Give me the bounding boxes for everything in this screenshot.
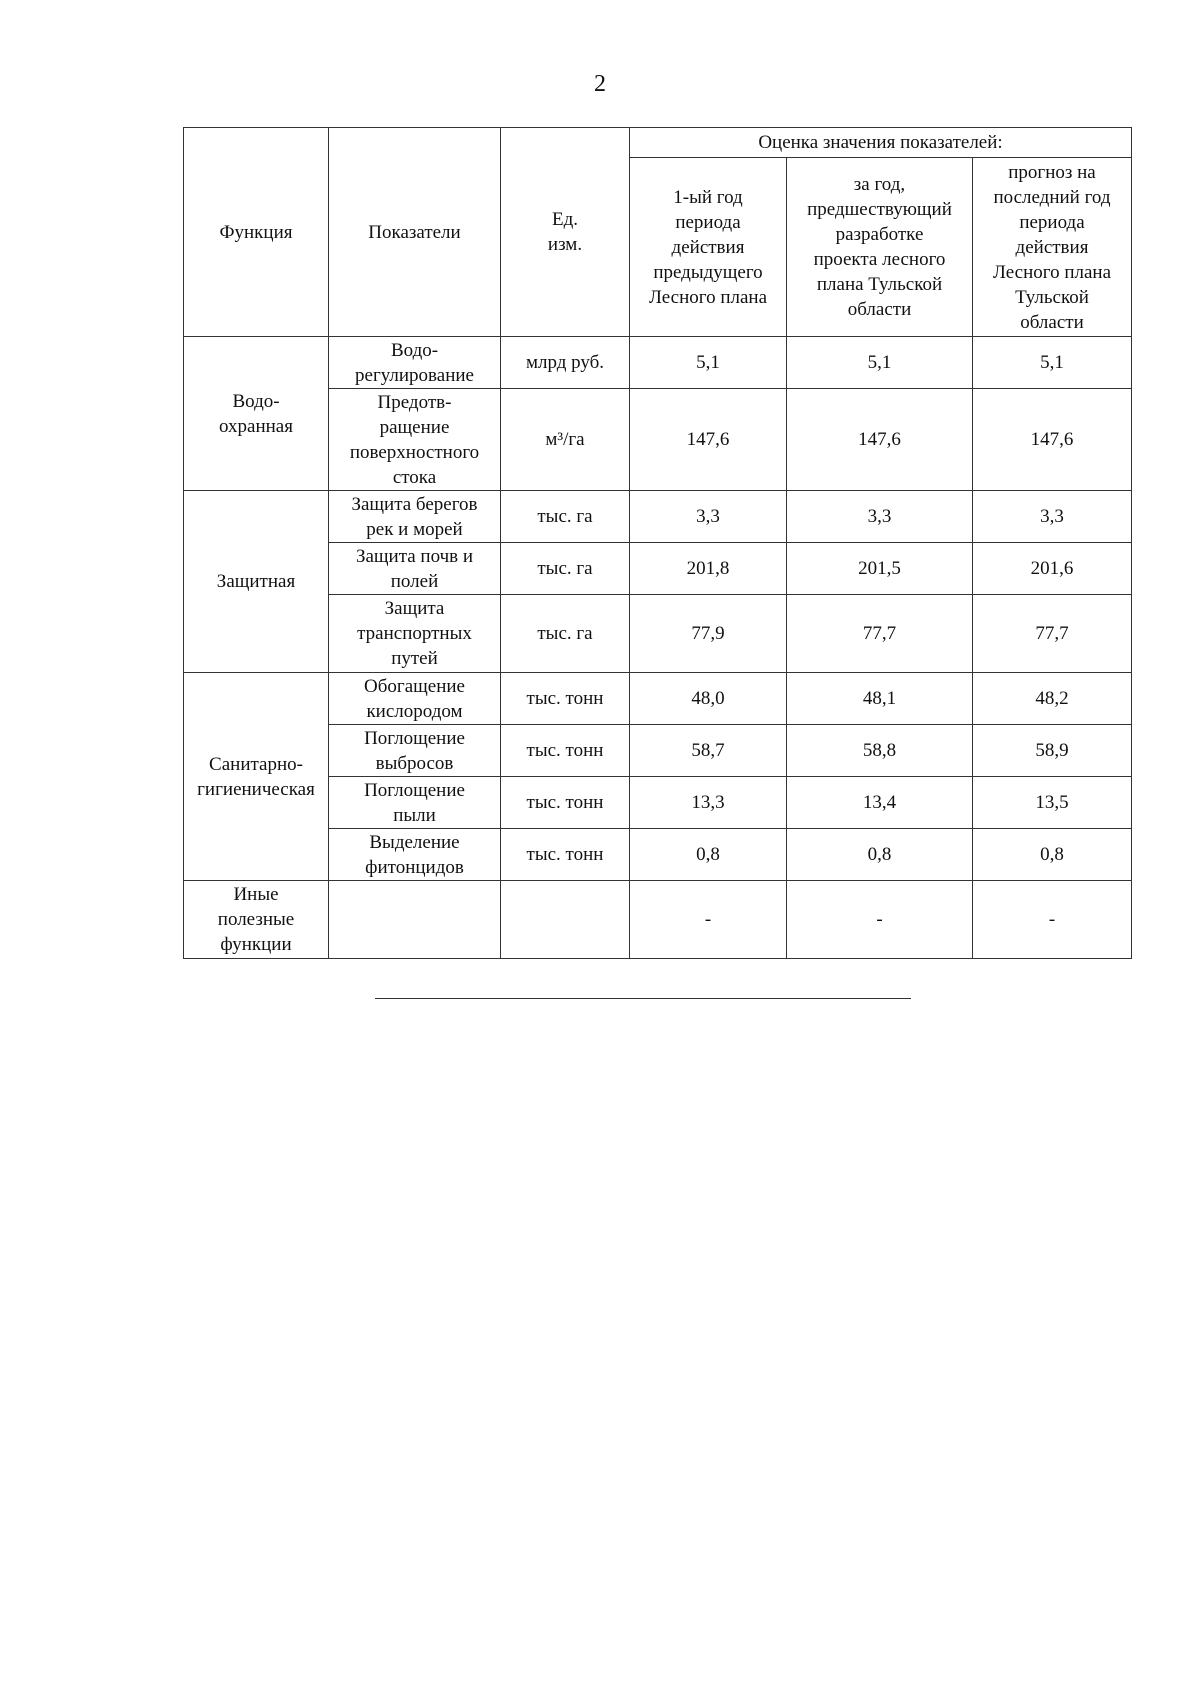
indicator-cell: Защита берегов рек и морей xyxy=(329,491,501,543)
value-cell: 5,1 xyxy=(973,337,1132,389)
closing-rule xyxy=(375,998,911,999)
header-estimate-group: Оценка значения показателей: xyxy=(630,128,1132,158)
value-cell: 201,8 xyxy=(630,543,787,595)
value-cell: 13,5 xyxy=(973,777,1132,829)
value-cell: 5,1 xyxy=(630,337,787,389)
value-cell: 58,8 xyxy=(787,725,973,777)
indicator-cell: Поглощение пыли xyxy=(329,777,501,829)
unit-cell: тыс. га xyxy=(501,595,630,673)
value-cell: 5,1 xyxy=(787,337,973,389)
function-cell: Водо- охранная xyxy=(184,337,329,491)
header-col3: прогноз на последний год периода действия Лесного плана Тульской области xyxy=(973,158,1132,337)
indicator-cell: Предотв- ращение поверхностного стока xyxy=(329,389,501,491)
unit-cell xyxy=(501,881,630,959)
value-cell: 48,2 xyxy=(973,673,1132,725)
value-cell: 147,6 xyxy=(630,389,787,491)
table-row xyxy=(184,491,1132,543)
unit-cell: тыс. тонн xyxy=(501,829,630,881)
indicator-cell: Защита транспортных путей xyxy=(329,595,501,673)
value-cell: 77,7 xyxy=(973,595,1132,673)
value-cell: 3,3 xyxy=(787,491,973,543)
header-indicators: Показатели xyxy=(329,128,501,337)
indicator-cell xyxy=(329,881,501,959)
value-cell: 147,6 xyxy=(787,389,973,491)
unit-cell: тыс. га xyxy=(501,543,630,595)
value-cell: 3,3 xyxy=(973,491,1132,543)
value-cell: 48,1 xyxy=(787,673,973,725)
page-number: 2 xyxy=(594,71,606,97)
indicators-table xyxy=(183,127,1132,959)
header-col1: 1-ый год периода действия предыдущего Лесного плана xyxy=(630,158,787,337)
function-cell: Санитарно- гигиеническая xyxy=(184,673,329,881)
value-cell: 3,3 xyxy=(630,491,787,543)
function-cell: Защитная xyxy=(184,491,329,673)
value-cell: 77,7 xyxy=(787,595,973,673)
indicator-cell: Защита почв и полей xyxy=(329,543,501,595)
value-cell: 147,6 xyxy=(973,389,1132,491)
indicator-cell: Выделение фитонцидов xyxy=(329,829,501,881)
value-cell: 201,5 xyxy=(787,543,973,595)
value-cell: - xyxy=(787,881,973,959)
value-cell: - xyxy=(973,881,1132,959)
value-cell: 13,4 xyxy=(787,777,973,829)
function-cell: Иные полезные функции xyxy=(184,881,329,959)
indicator-cell: Водо- регулирование xyxy=(329,337,501,389)
table-row xyxy=(184,337,1132,389)
indicator-cell: Обогащение кислородом xyxy=(329,673,501,725)
unit-cell: м³/га xyxy=(501,389,630,491)
table-row xyxy=(184,881,1132,959)
indicator-cell: Поглощение выбросов xyxy=(329,725,501,777)
unit-cell: тыс. тонн xyxy=(501,725,630,777)
header-col2: за год, предшествующий разработке проекта лесного плана Тульской области xyxy=(787,158,973,337)
value-cell: 0,8 xyxy=(787,829,973,881)
value-cell: 201,6 xyxy=(973,543,1132,595)
table-row xyxy=(184,673,1132,725)
value-cell: 0,8 xyxy=(973,829,1132,881)
unit-cell: млрд руб. xyxy=(501,337,630,389)
value-cell: 77,9 xyxy=(630,595,787,673)
value-cell: 48,0 xyxy=(630,673,787,725)
value-cell: - xyxy=(630,881,787,959)
header-row-top xyxy=(184,128,1132,158)
header-function: Функция xyxy=(184,128,329,337)
unit-cell: тыс. тонн xyxy=(501,777,630,829)
value-cell: 58,7 xyxy=(630,725,787,777)
value-cell: 0,8 xyxy=(630,829,787,881)
header-unit: Ед. изм. xyxy=(501,128,630,337)
unit-cell: тыс. тонн xyxy=(501,673,630,725)
value-cell: 13,3 xyxy=(630,777,787,829)
value-cell: 58,9 xyxy=(973,725,1132,777)
unit-cell: тыс. га xyxy=(501,491,630,543)
